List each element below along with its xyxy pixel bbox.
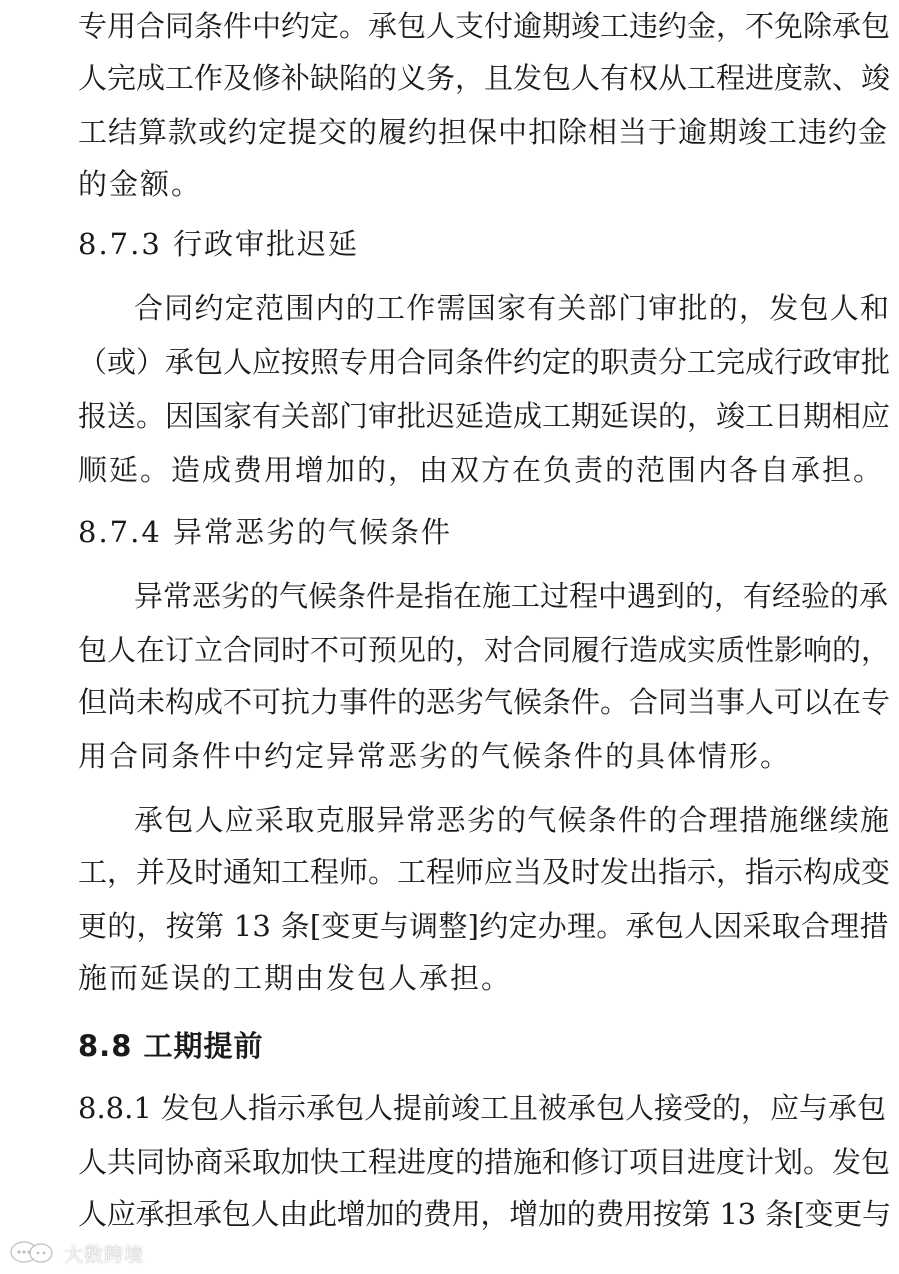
text-line: 专用合同条件中约定。承包人支付逾期竣工违约金，不免除承包 xyxy=(78,9,891,43)
text-line: 承包人应采取克服异常恶劣的气候条件的合理措施继续施 xyxy=(134,803,891,837)
section-heading-8-7-4: 8.7.4 异常恶劣的气候条件 xyxy=(78,515,453,549)
text-line: 报送。因国家有关部门审批迟延造成工期延误的，竣工日期相应 xyxy=(78,399,891,433)
section-heading-8-7-3: 8.7.3 行政审批迟延 xyxy=(78,227,360,261)
text-line: 工结算款或约定提交的履约担保中扣除相当于逾期竣工违约金 xyxy=(78,115,889,149)
text-line: 人完成工作及修补缺陷的义务，且发包人有权从工程进度款、竣 xyxy=(78,61,891,95)
text-line: 合同约定范围内的工作需国家有关部门审批的，发包人和 xyxy=(134,291,891,325)
text-line: 人应承担承包人由此增加的费用，增加的费用按第 13 条[变更与 xyxy=(78,1197,891,1231)
watermark-text: 大数跨境 xyxy=(64,1243,145,1266)
text-line: 顺延。造成费用增加的，由双方在负责的范围内各自承担。 xyxy=(78,453,885,487)
text-line: 异常恶劣的气候条件是指在施工过程中遇到的，有经验的承 xyxy=(134,579,889,613)
text-line: 更的，按第 13 条[变更与调整]约定办理。承包人因采取合理措 xyxy=(78,909,889,943)
text-line: 但尚未构成不可抗力事件的恶劣气候条件。合同当事人可以在专 xyxy=(78,685,891,719)
text-line: 8.8.1 发包人指示承包人提前竣工且被承包人接受的，应与承包 xyxy=(78,1091,887,1125)
watermark xyxy=(8,1238,144,1268)
text-line: 施而延误的工期由发包人承担。 xyxy=(78,961,513,995)
section-heading-8-8: 8.8 工期提前 xyxy=(78,1029,264,1063)
text-line: 人共同协商采取加快工程进度的措施和修订项目进度计划。发包 xyxy=(78,1145,891,1179)
text-line: 的金额。 xyxy=(78,167,203,201)
chat-bubble-logo-icon xyxy=(8,1240,56,1266)
text-line: （或）承包人应按照专用合同条件约定的职责分工完成行政审批 xyxy=(78,345,891,379)
text-line: 包人在订立合同时不可预见的，对合同履行造成实质性影响的， xyxy=(78,633,891,667)
text-line: 工，并及时通知工程师。工程师应当及时发出指示，指示构成变 xyxy=(78,855,891,889)
text-line: 用合同条件中约定异常恶劣的气候条件的具体情形。 xyxy=(78,739,792,773)
